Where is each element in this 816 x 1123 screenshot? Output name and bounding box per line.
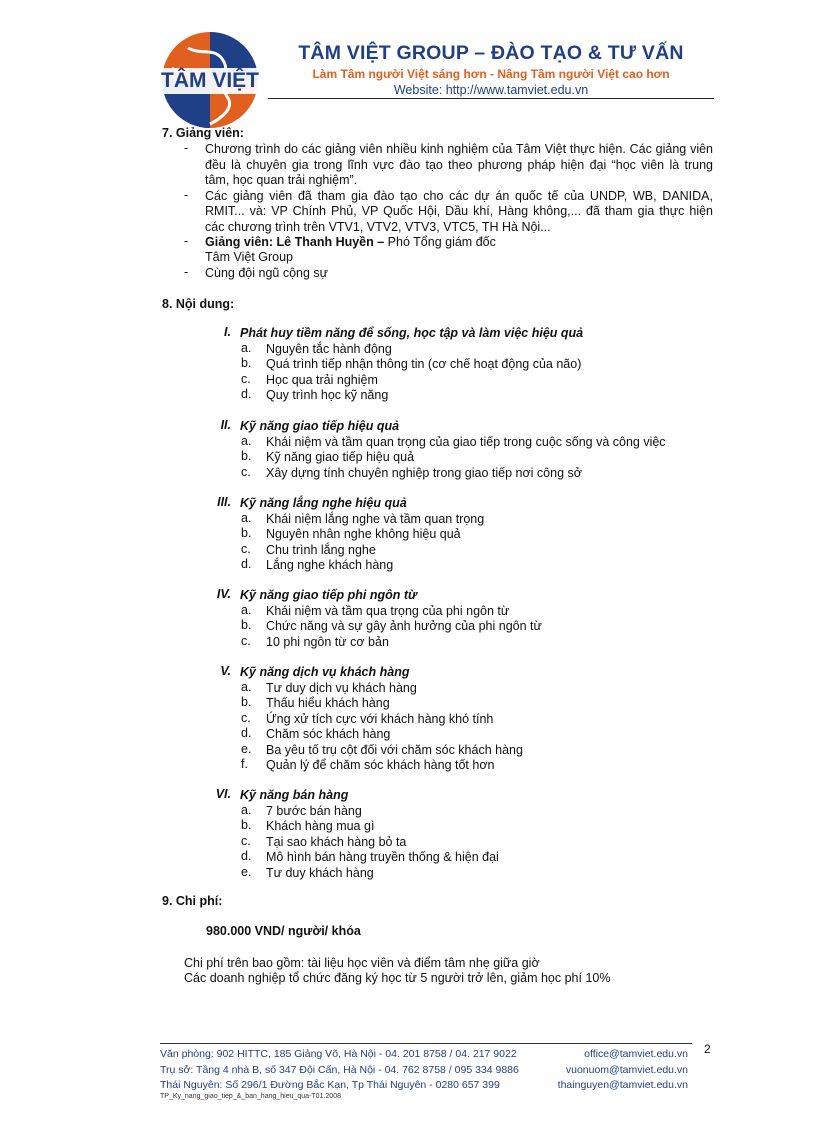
module-number: IV. bbox=[216, 587, 231, 601]
module-item: Kỹ năng giao tiếp hiệu quả bbox=[266, 450, 415, 465]
module-item: Tại sao khách hàng bỏ ta bbox=[266, 834, 407, 849]
module-item: Khái niệm và tầm quan trọng của giao tiếp trong cuộc sống và công việc bbox=[266, 435, 666, 449]
tam-viet-logo bbox=[158, 28, 262, 132]
module-item: Thấu hiểu khách hàng bbox=[266, 696, 390, 711]
item-letter: d. bbox=[241, 849, 252, 864]
item-letter: a. bbox=[241, 803, 252, 817]
item-letter: a. bbox=[241, 434, 252, 448]
header-rule bbox=[268, 98, 714, 99]
office-email[interactable]: office@tamviet.edu.vn bbox=[584, 1048, 688, 1060]
module-item: 10 phi ngôn từ cơ bản bbox=[266, 634, 389, 649]
page-number: 2 bbox=[704, 1042, 711, 1056]
company-website[interactable]: Website: http://www.tamviet.edu.vn bbox=[393, 83, 589, 97]
item-letter: f. bbox=[241, 757, 248, 771]
footer-line-3 bbox=[160, 1077, 688, 1093]
module-title: Kỹ năng giao tiếp hiệu quả bbox=[240, 419, 400, 433]
item-letter: a. bbox=[241, 341, 252, 355]
module-item: Khách hàng mua gì bbox=[266, 819, 375, 834]
module-title: Phát huy tiềm năng để sống, học tập và làm việc hiệu quả bbox=[240, 326, 584, 340]
s7-b2-line2: RMIT... và: VP Chính Phủ, VP Quốc Hội, Dầu khí, Hàng không,... đã tham gia thực hiện bbox=[205, 204, 713, 218]
s7-b2-line3: các chương trình trên VTV1, VTV2, VTV3, VTC5, TH Hà Nội... bbox=[205, 220, 551, 234]
item-letter: b. bbox=[241, 356, 252, 371]
company-tagline: Làm Tâm người Việt sáng hơn - Nâng Tầm người Việt cao hơn bbox=[312, 67, 670, 81]
item-letter: c. bbox=[241, 464, 251, 479]
s7-b3-line2: Tâm Việt Group bbox=[205, 250, 294, 264]
item-letter: c. bbox=[241, 633, 251, 648]
item-letter: c. bbox=[241, 710, 251, 725]
module-item: Học qua trải nghiệm bbox=[266, 372, 378, 387]
hq-address: Trụ sở: Tầng 4 nhà B, số 347 Đội Cấn, Hà Nội - 04. 762 8758 / 095 334 9886 bbox=[160, 1064, 519, 1076]
module-item: Quản lý để chăm sóc khách hàng tốt hơn bbox=[266, 758, 495, 772]
course-price: 980.000 VND/ người/ khóa bbox=[206, 924, 361, 938]
footer-line-2 bbox=[160, 1062, 688, 1078]
office-address: Văn phòng: 902 HITTC, 185 Giảng Võ, Hà Nội - 04. 201 8758 / 04. 217 9022 bbox=[160, 1048, 517, 1060]
item-letter: b. bbox=[241, 618, 252, 633]
s7-b1-line1: Chương trình do các giảng viên nhiều kinh nghiệm của Tâm Việt thực hiện. Các giảng viên bbox=[205, 142, 713, 156]
item-letter: c. bbox=[241, 541, 251, 556]
module-item: Chăm sóc khách hàng bbox=[266, 727, 391, 742]
thainguyen-address: Thái Nguyên: Số 296/1 Đường Bắc Kạn, Tp Thái Nguyên - 0280 657 399 bbox=[160, 1079, 500, 1091]
footer-rule bbox=[160, 1043, 692, 1044]
bullet-dash: - bbox=[184, 234, 189, 248]
s7-b1-line3: tâm, học quan trải nghiệm”. bbox=[205, 173, 358, 187]
module-title: Kỹ năng giao tiếp phi ngôn từ bbox=[240, 588, 417, 602]
module-number: III. bbox=[217, 495, 231, 509]
item-letter: d. bbox=[241, 726, 252, 741]
logo-text: TÂM VIỆT bbox=[161, 69, 259, 92]
document-filename: TP_Ky_nang_giao_tiep_&_ban_hang_hieu_qua-T01.2008 bbox=[160, 1093, 341, 1100]
item-letter: c. bbox=[241, 833, 251, 848]
item-letter: a. bbox=[241, 603, 252, 617]
module-item: Khái niệm lắng nghe và tầm quan trọng bbox=[266, 512, 485, 526]
hq-email[interactable]: vuonuom@tamviet.edu.vn bbox=[565, 1064, 688, 1076]
module-item: Lắng nghe khách hàng bbox=[266, 558, 394, 573]
module-title: Kỹ năng lắng nghe hiệu quả bbox=[240, 496, 407, 510]
module-number: V. bbox=[220, 664, 231, 678]
module-item: Ứng xử tích cực với khách hàng khó tính bbox=[266, 711, 494, 726]
module-item: Nguyên nhân nghe không hiệu quả bbox=[266, 527, 461, 542]
module-item: Xây dựng tính chuyên nghiệp trong giao tiếp nơi công sở bbox=[266, 465, 582, 480]
s7-b1-line2: đều là chuyên gia trong lĩnh vực đào tạo theo phương pháp hiện đại “học viên là trung bbox=[205, 158, 713, 172]
module-item: Quá trình tiếp nhận thông tin (cơ chế hoạt động của não) bbox=[266, 357, 582, 372]
module-item: Chức năng và sự gây ảnh hưởng của phi ngôn từ bbox=[266, 619, 542, 634]
module-item: Nguyên tắc hành động bbox=[266, 342, 392, 356]
module-item: Mô hình bán hàng truyền thống & hiện đại bbox=[266, 850, 499, 865]
brand-block bbox=[272, 42, 710, 98]
module-item: Quy trình học kỹ năng bbox=[266, 388, 389, 403]
item-letter: b. bbox=[241, 449, 252, 464]
module-number: VI. bbox=[215, 787, 231, 801]
module-item: Khái niệm và tầm qua trọng của phi ngôn từ bbox=[266, 604, 510, 618]
company-title: TÂM VIỆT GROUP – ĐÀO TẠO & TƯ VẤN bbox=[298, 42, 684, 64]
thainguyen-email[interactable]: thainguyen@tamviet.edu.vn bbox=[557, 1079, 688, 1091]
bullet-dash: - bbox=[184, 188, 189, 202]
module-item: Chu trình lắng nghe bbox=[266, 542, 376, 557]
bullet-dash: - bbox=[184, 265, 189, 279]
price-note-2: Các doanh nghiệp tổ chức đăng ký học từ 5 người trở lên, giảm học phí 10% bbox=[184, 971, 611, 985]
module-item: Tư duy dịch vụ khách hàng bbox=[266, 681, 417, 695]
item-letter: e. bbox=[241, 741, 252, 756]
price-note-1: Chi phí trên bao gồm: tài liệu học viên và điểm tâm nhẹ giữa giờ bbox=[184, 956, 540, 970]
module-title: Kỹ năng bán hàng bbox=[240, 788, 349, 802]
s7-b2-line1: Các giảng viên đã tham gia đào tạo cho các dự án quốc tế của UNDP, WB, DANIDA, bbox=[205, 189, 713, 203]
section-7-heading: 7. Giảng viên: bbox=[162, 126, 244, 140]
item-letter: a. bbox=[241, 680, 252, 694]
module-item: Ba yêu tố trụ cột đối với chăm sóc khách hàng bbox=[266, 742, 523, 757]
lecturer-title: Phó Tổng giám đốc bbox=[384, 235, 496, 249]
module-item: 7 bước bán hàng bbox=[266, 804, 362, 818]
lecturer-name: Giảng viên: Lê Thanh Huyền – bbox=[205, 235, 385, 249]
item-letter: e. bbox=[241, 864, 252, 879]
footer-line-1 bbox=[160, 1046, 688, 1062]
item-letter: b. bbox=[241, 818, 252, 833]
s7-b4: Cùng đội ngũ cộng sự bbox=[205, 266, 329, 280]
s7-b3-line1 bbox=[205, 234, 496, 250]
module-title: Kỹ năng dịch vụ khách hàng bbox=[240, 665, 410, 679]
module-number: I. bbox=[224, 325, 231, 339]
bullet-dash: - bbox=[184, 141, 189, 155]
module-number: II. bbox=[220, 418, 231, 432]
item-letter: a. bbox=[241, 511, 252, 525]
module-item: Tư duy khách hàng bbox=[266, 865, 374, 880]
item-letter: b. bbox=[241, 695, 252, 710]
item-letter: b. bbox=[241, 526, 252, 541]
section-9-heading: 9. Chi phí: bbox=[162, 894, 223, 908]
section-8-heading: 8. Nội dung: bbox=[162, 297, 235, 311]
item-letter: c. bbox=[241, 371, 251, 386]
item-letter: d. bbox=[241, 557, 252, 572]
item-letter: d. bbox=[241, 387, 252, 402]
